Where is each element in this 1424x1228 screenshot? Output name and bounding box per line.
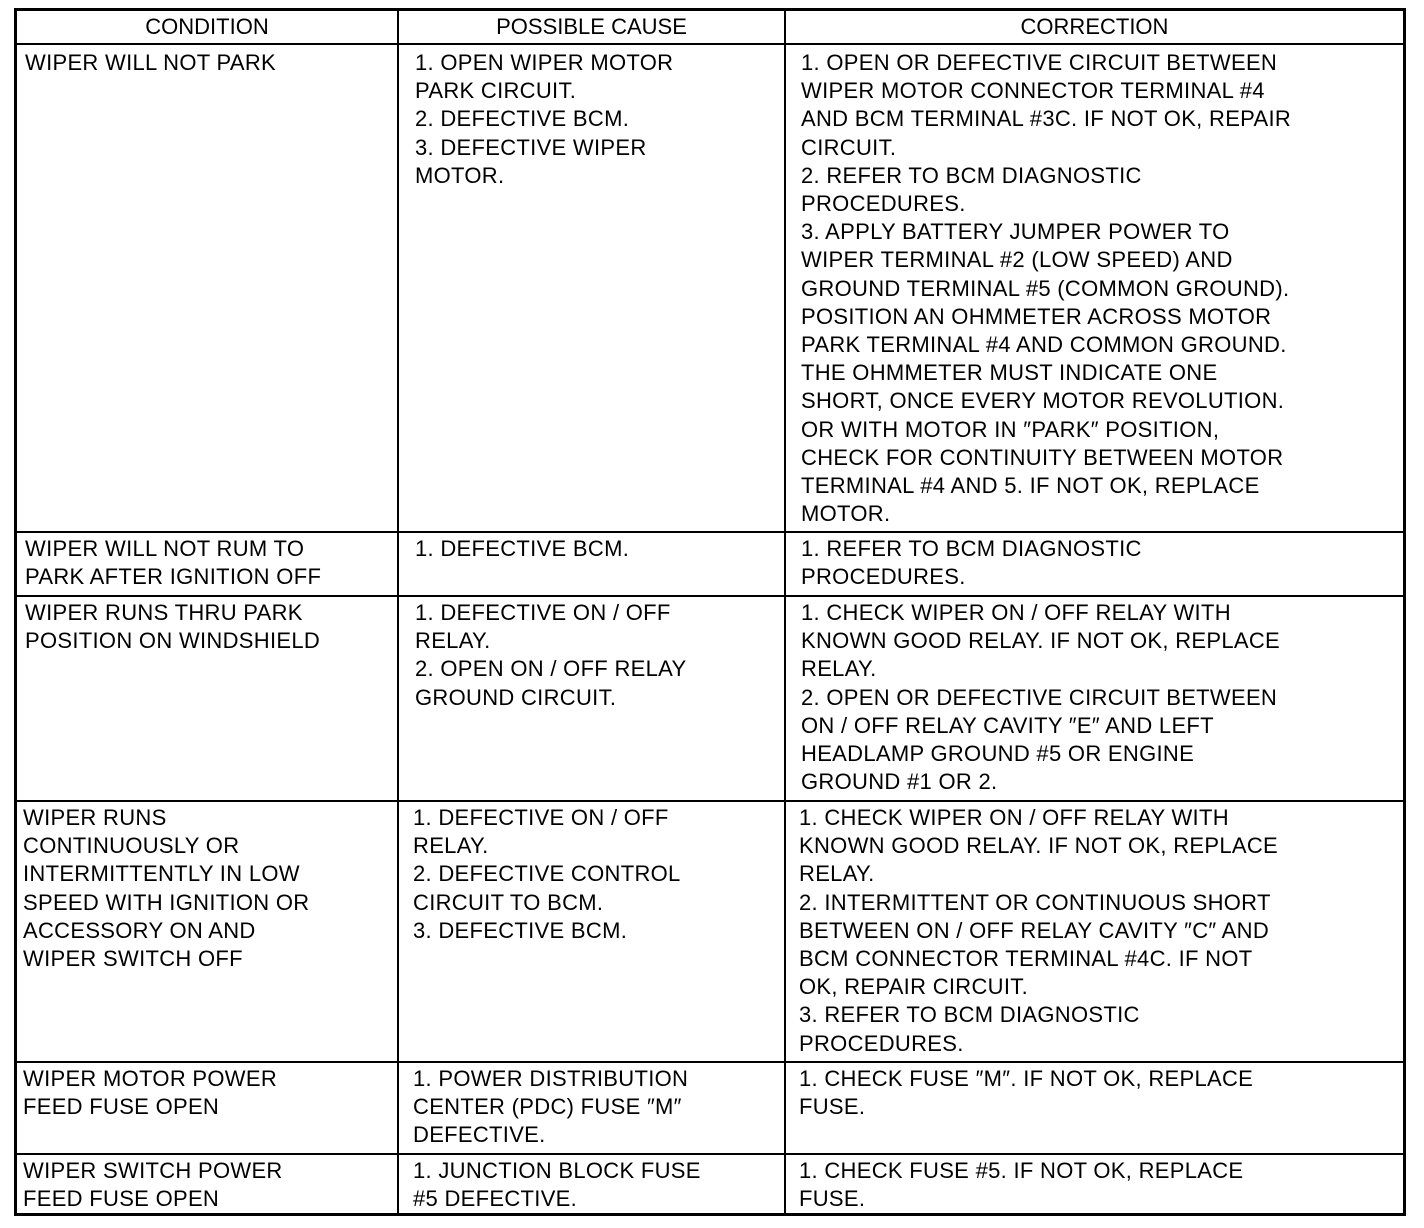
row-4-cause: 1. DEFECTIVE ON / OFF RELAY. 2. DEFECTIVE CONTROL CIRCUIT TO BCM. 3. DEFECTIVE BCM. [413, 805, 681, 943]
row-divider [17, 531, 1403, 533]
row-4-condition: WIPER RUNS CONTINUOUSLY OR INTERMITTENTLY IN LOW SPEED WITH IGNITION OR ACCESSORY ON AND WIPER SWITCH OFF [23, 805, 310, 972]
row-divider [17, 1061, 1403, 1063]
row-6-condition: WIPER SWITCH POWER FEED FUSE OPEN [23, 1158, 283, 1212]
row-1-condition: WIPER WILL NOT PARK [25, 50, 276, 75]
header-correction: CORRECTION [1020, 14, 1169, 39]
row-3-correction: 1. CHECK WIPER ON / OFF RELAY WITH KNOWN GOOD RELAY. IF NOT OK, REPLACE RELAY. 2. OPEN OR DEFECTIVE CIRCUIT BETWEEN ON / OFF RELAY CAVITY ″E″ AND LEFT HEADLAMP GROUND #5 OR ENGINE GROUND #1 OR 2. [801, 600, 1281, 795]
row-1-cause: 1. OPEN WIPER MOTOR PARK CIRCUIT. 2. DEFECTIVE BCM. 3. DEFECTIVE WIPER MOTOR. [415, 50, 674, 188]
row-1-correction: 1. OPEN OR DEFECTIVE CIRCUIT BETWEEN WIPER MOTOR CONNECTOR TERMINAL #4 AND BCM TERMINAL #3C. IF NOT OK, REPAIR CIRCUIT. 2. REFER TO BCM DIAGNOSTIC PROCEDURES. 3. APPLY BATTERY JUMPER POWER TO WIPER TERMINAL #2 (LOW SPEED) AND GROUND TERMINAL #5 (COMMON GROUND). POSITION AN OHMMETER ACROSS MOTOR PARK TERMINAL #4 AND COMMON GROUND. THE OHMMETER MUST INDICATE ONE SHORT, ONCE EVERY MOTOR REVOLUTION. OR WITH MOTOR IN ″PARK″ POSITION, CHECK FOR CONTINUITY BETWEEN MOTOR TERMINAL #4 AND 5. IF NOT OK, REPLACE MOTOR. [801, 50, 1292, 527]
row-5-cause: 1. POWER DISTRIBUTION CENTER (PDC) FUSE ″M″ DEFECTIVE. [413, 1066, 689, 1148]
row-2-condition: WIPER WILL NOT RUM TO PARK AFTER IGNITION OFF [25, 536, 322, 590]
diagnosis-table [14, 8, 1406, 1216]
column-divider [784, 11, 786, 1213]
row-4-correction: 1. CHECK WIPER ON / OFF RELAY WITH KNOWN GOOD RELAY. IF NOT OK, REPLACE RELAY. 2. INTERMITTENT OR CONTINUOUS SHORT BETWEEN ON / OFF RELAY CAVITY ″C″ AND BCM CONNECTOR TERMINAL #4C. IF NOT OK, REPAIR CIRCUIT. 3. REFER TO BCM DIAGNOSTIC PROCEDURES. [799, 805, 1279, 1056]
row-divider [17, 1153, 1403, 1155]
row-2-cause: 1. DEFECTIVE BCM. [415, 536, 630, 561]
row-divider [17, 800, 1403, 802]
header-possible-cause: POSSIBLE CAUSE [496, 14, 687, 39]
row-2-correction: 1. REFER TO BCM DIAGNOSTIC PROCEDURES. [801, 536, 1142, 590]
row-divider [17, 43, 1403, 45]
row-divider [17, 595, 1403, 597]
row-3-cause: 1. DEFECTIVE ON / OFF RELAY. 2. OPEN ON / OFF RELAY GROUND CIRCUIT. [415, 600, 687, 710]
column-divider [397, 11, 399, 1213]
row-3-condition: WIPER RUNS THRU PARK POSITION ON WINDSHIELD [25, 600, 321, 654]
row-6-correction: 1. CHECK FUSE #5. IF NOT OK, REPLACE FUSE. [799, 1158, 1244, 1212]
row-5-correction: 1. CHECK FUSE ″M″. IF NOT OK, REPLACE FUSE. [799, 1066, 1254, 1120]
row-6-cause: 1. JUNCTION BLOCK FUSE #5 DEFECTIVE. [413, 1158, 701, 1212]
row-5-condition: WIPER MOTOR POWER FEED FUSE OPEN [23, 1066, 278, 1120]
header-condition: CONDITION [145, 14, 269, 39]
